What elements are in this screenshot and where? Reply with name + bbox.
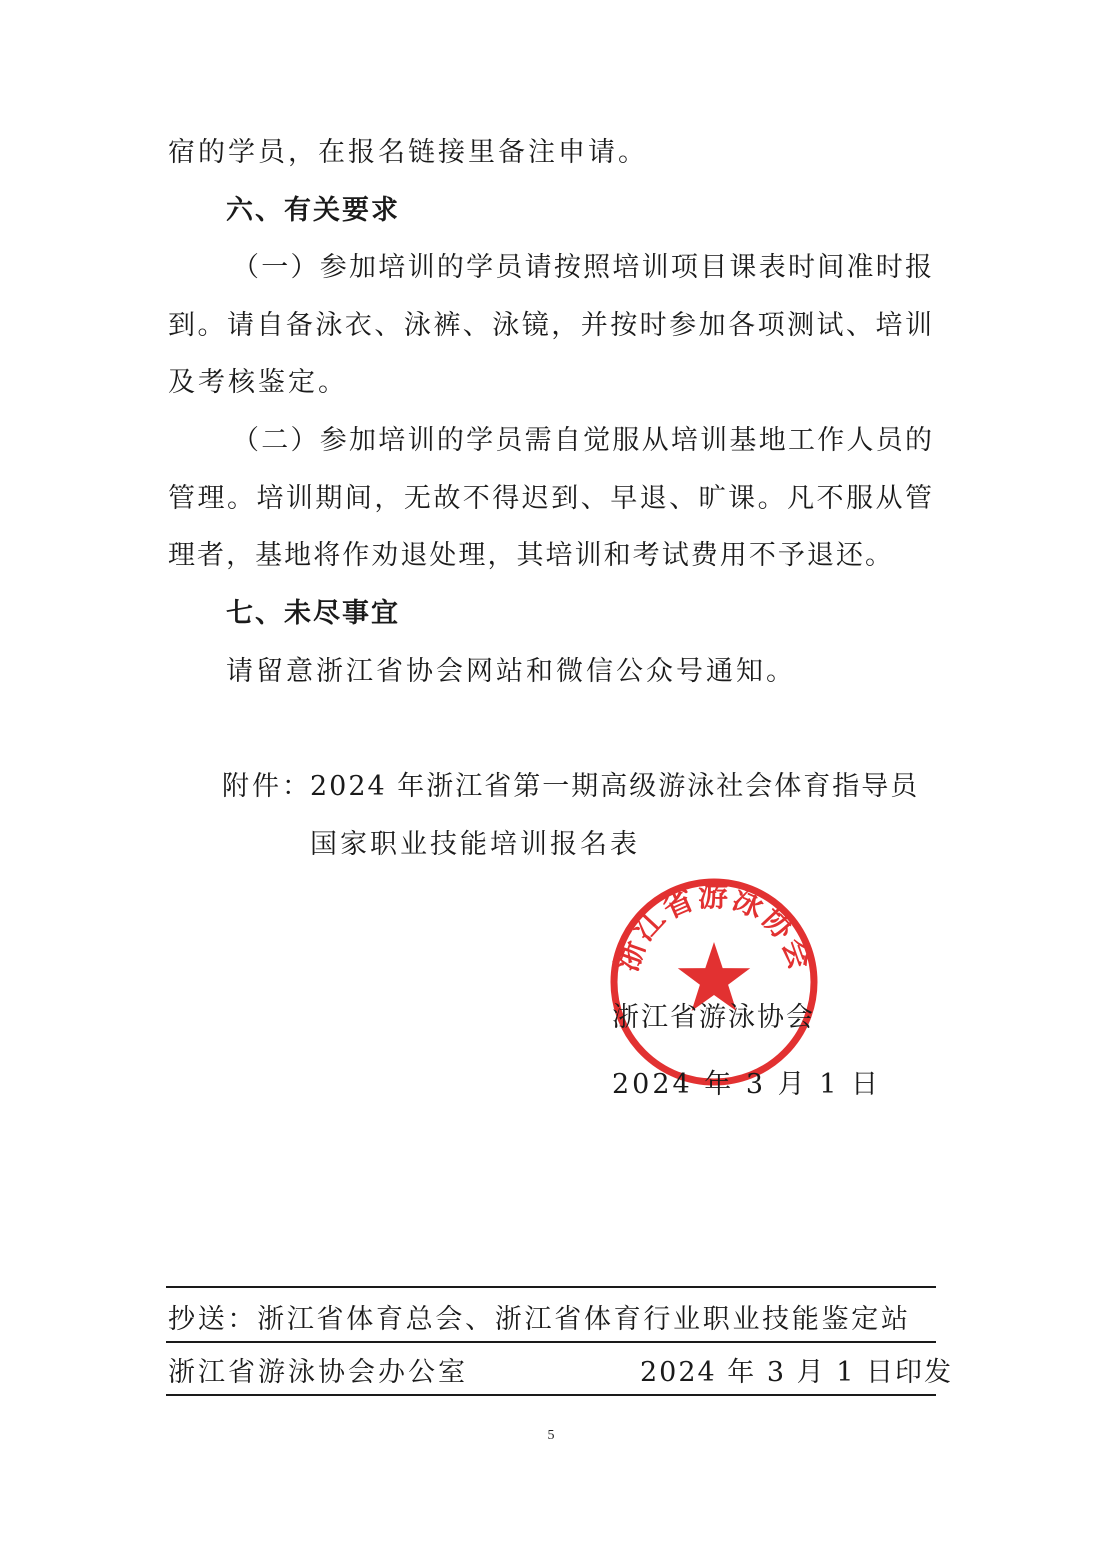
footer-bottom-rule xyxy=(166,1394,936,1396)
paragraph-1-line-2: 到。请自备泳衣、泳裤、泳镜，并按时参加各项测试、培训 xyxy=(168,310,932,341)
official-seal xyxy=(608,876,820,1088)
page-number: 5 xyxy=(547,1428,555,1443)
section-heading-other-matters: 七、未尽事宜 xyxy=(226,598,400,629)
seal-text: 浙江省游泳协会 xyxy=(609,879,819,976)
footer-top-rule xyxy=(166,1286,936,1288)
footer-issue-date: 2024 年 3 月 1 日印发 xyxy=(640,1357,953,1388)
paragraph-continuation: 宿的学员，在报名链接里备注申请。 xyxy=(168,137,648,168)
signature-organization: 浙江省游泳协会 xyxy=(612,1002,815,1033)
paragraph-1-line-1: （一）参加培训的学员请按照培训项目课表时间准时报 xyxy=(232,252,932,283)
paragraph-2-line-2: 管理。培训期间，无故不得迟到、早退、旷课。凡不服从管 xyxy=(168,483,932,514)
footer-issuer: 浙江省游泳协会办公室 xyxy=(168,1357,468,1388)
attachment-title-line-1: 2024 年浙江省第一期高级游泳社会体育指导员 xyxy=(310,771,920,802)
paragraph-notice: 请留意浙江省协会网站和微信公众号通知。 xyxy=(226,656,796,687)
attachment-title-line-2: 国家职业技能培训报名表 xyxy=(310,829,640,860)
paragraph-2-line-3: 理者，基地将作劝退处理，其培训和考试费用不予退还。 xyxy=(168,540,892,571)
footer-cc-line: 抄送：浙江省体育总会、浙江省体育行业职业技能鉴定站 xyxy=(168,1304,908,1335)
footer-middle-rule xyxy=(166,1341,936,1343)
attachment-label: 附件： xyxy=(222,771,312,802)
paragraph-1-line-3: 及考核鉴定。 xyxy=(168,367,348,398)
section-heading-requirements: 六、有关要求 xyxy=(226,195,400,226)
paragraph-2-line-1: （二）参加培训的学员需自觉服从培训基地工作人员的 xyxy=(232,425,932,456)
signature-date: 2024 年 3 月 1 日 xyxy=(612,1069,881,1100)
